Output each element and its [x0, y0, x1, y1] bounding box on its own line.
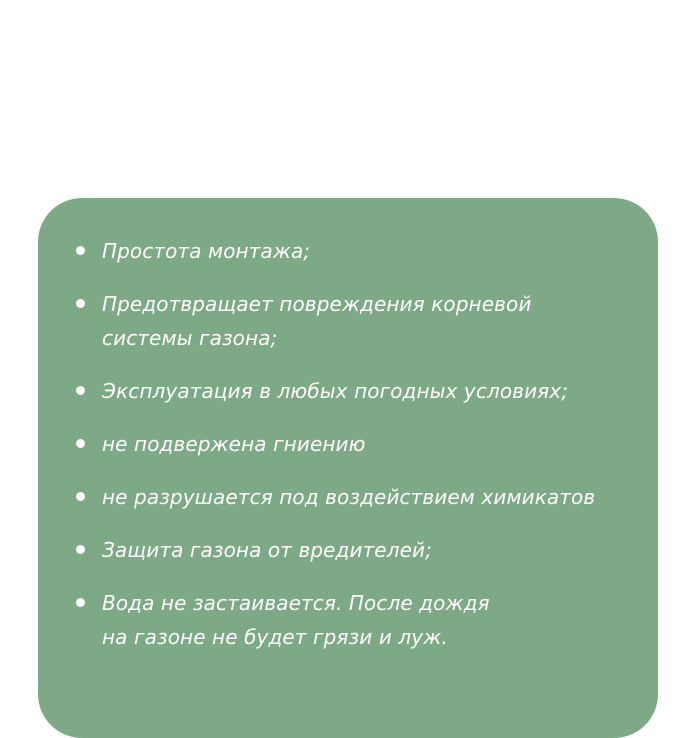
feature-item-pest-protection [38, 533, 658, 567]
bullet-icon [76, 246, 85, 255]
feature-item-chemical-resistant [38, 480, 658, 514]
feature-text: Эксплуатация в любых погодных условиях; [102, 379, 569, 403]
feature-text: Вода не застаивается. После дождя на газоне не будет грязи и луж. [102, 591, 490, 649]
features-card [38, 198, 658, 738]
features-list [38, 234, 658, 673]
bullet-icon [76, 492, 85, 501]
feature-text: Защита газона от вредителей; [102, 538, 432, 562]
feature-item-rot-resistant [38, 427, 658, 461]
feature-text: не подвержена гниению [102, 432, 366, 456]
bullet-icon [76, 598, 85, 607]
feature-item-drainage [38, 586, 658, 654]
bullet-icon [76, 545, 85, 554]
bullet-icon [76, 386, 85, 395]
feature-text: Предотвращает повреждения корневой системы газона; [102, 292, 532, 350]
feature-item-all-weather [38, 374, 658, 408]
feature-item-installation [38, 234, 658, 268]
feature-text: Простота монтажа; [102, 239, 311, 263]
feature-item-root-protection [38, 287, 658, 355]
bullet-icon [76, 299, 85, 308]
bullet-icon [76, 439, 85, 448]
feature-text: не разрушается под воздействием химикатов [102, 485, 596, 509]
